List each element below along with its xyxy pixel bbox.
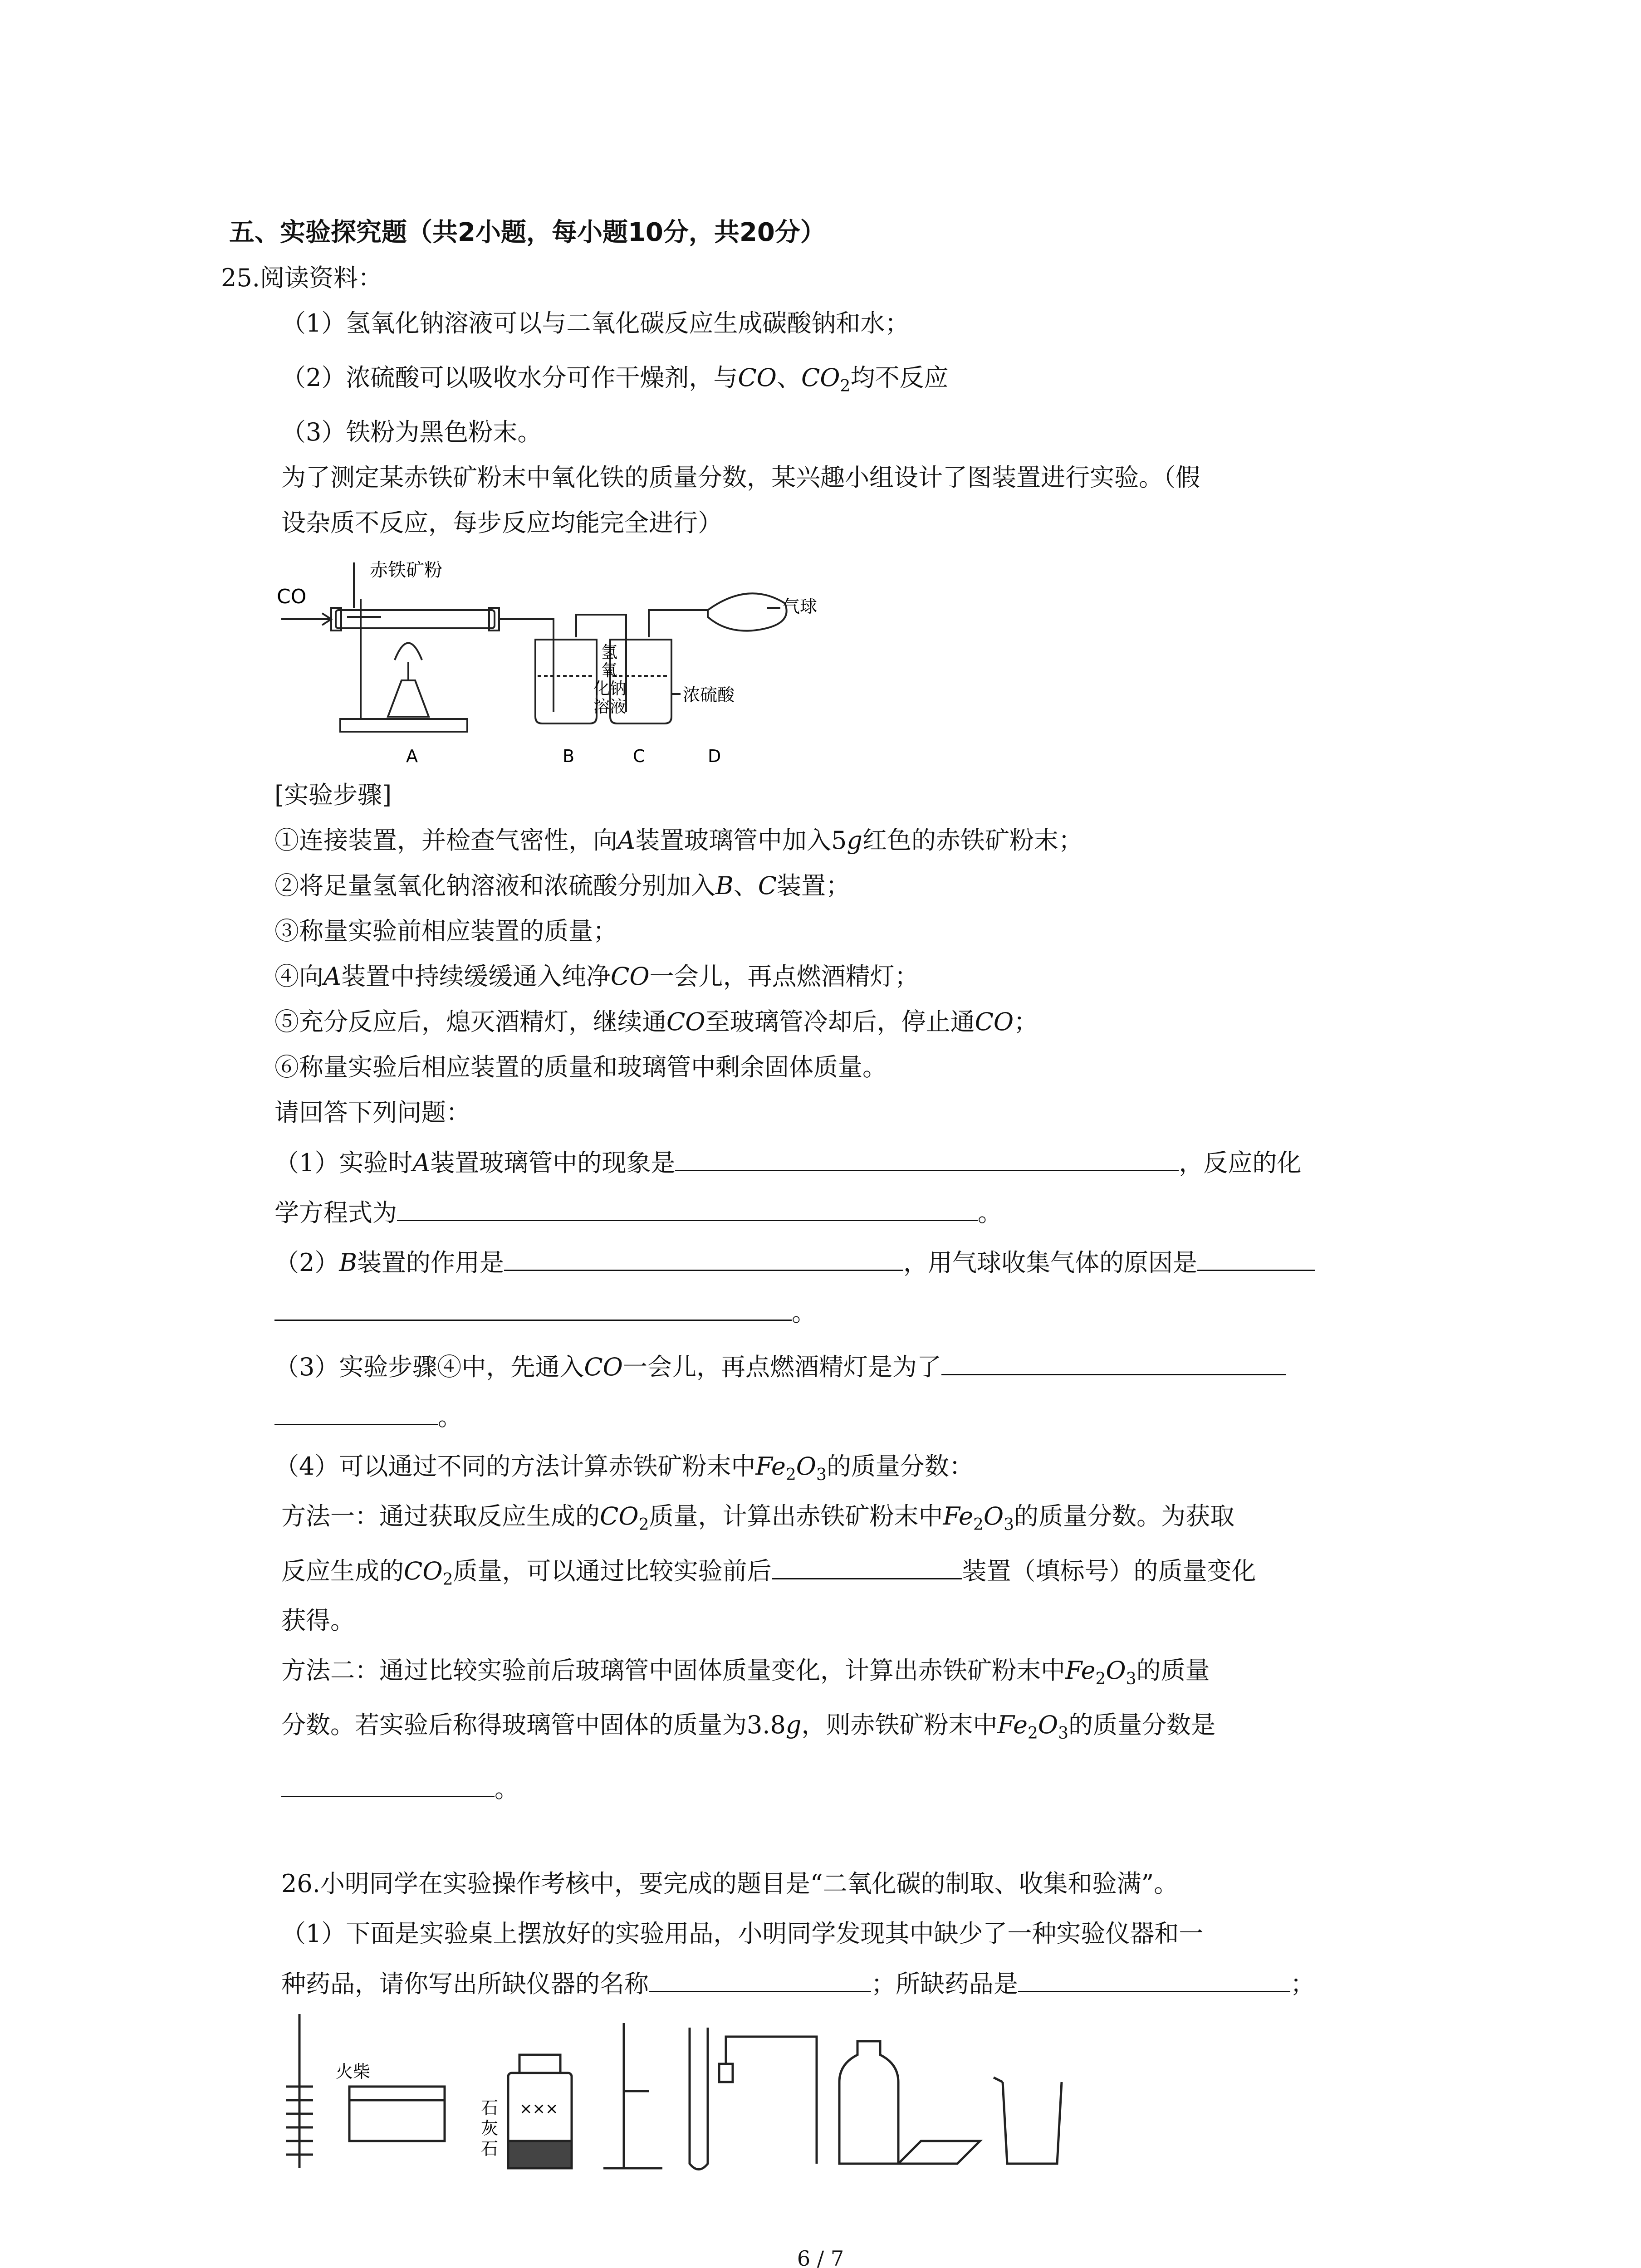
method-1-line-2: 反应生成的$CO_2$质量，可以通过比较实验前后 装置（填标号）的质量变化 bbox=[281, 1553, 1256, 1598]
letter-c: C bbox=[633, 746, 645, 766]
part-1-line-2: 学方程式为 。 bbox=[274, 1194, 1002, 1231]
letter-a: A bbox=[406, 746, 418, 766]
part-2-line-2: 。 bbox=[274, 1294, 816, 1331]
svg-text:氧: 氧 bbox=[601, 661, 618, 680]
letter-b: B bbox=[563, 746, 575, 766]
lab-equipment-figure bbox=[272, 2005, 1134, 2186]
ask-line: 请回答下列问题： bbox=[274, 1098, 470, 1127]
svg-text:溶液: 溶液 bbox=[593, 698, 627, 716]
answer-blank[interactable] bbox=[397, 1194, 978, 1221]
step-2: ②将足量氢氧化钠溶液和浓硫酸分别加入B、C装置； bbox=[274, 871, 851, 900]
answer-blank[interactable] bbox=[772, 1553, 962, 1579]
balloon-label: 气球 bbox=[783, 596, 818, 616]
steps-title: [实验步骤] bbox=[274, 781, 392, 809]
step-4: ④向A装置中持续缓缓通入纯净CO一会儿，再点燃酒精灯； bbox=[274, 962, 919, 991]
part-3-line-1: （3）实验步骤④中，先通入CO一会儿，再点燃酒精灯是为了 bbox=[274, 1349, 1286, 1385]
test-tube bbox=[690, 2028, 708, 2170]
answer-blank[interactable] bbox=[1197, 1244, 1315, 1271]
method-1-line-3: 获得。 bbox=[281, 1606, 355, 1635]
answer-blank[interactable] bbox=[1018, 1965, 1290, 1992]
iron-stand bbox=[603, 2023, 662, 2168]
stand-base bbox=[340, 719, 467, 732]
test-tube-brush bbox=[286, 2014, 313, 2168]
section-title: 五、实验探究题（共2小题，每小题10分，共20分） bbox=[229, 218, 826, 247]
svg-text:氢: 氢 bbox=[601, 643, 618, 662]
alcohol-lamp bbox=[388, 680, 429, 717]
answer-blank[interactable] bbox=[941, 1349, 1286, 1375]
material-1: （1）氢氧化钠溶液可以与二氧化碳反应生成碳酸钠和水； bbox=[281, 309, 910, 337]
material-2: （2）浓硫酸可以吸收水分可作干燥剂，与CO、$CO_2$均不反应 bbox=[281, 363, 949, 396]
method-2-line-3: 。 bbox=[281, 1770, 519, 1807]
flame bbox=[395, 643, 422, 660]
part-2-line-1: （2）B装置的作用是 ，用气球收集气体的原因是 bbox=[274, 1244, 1315, 1281]
step-3: ③称量实验前相应装置的质量； bbox=[274, 917, 617, 945]
part-3-line-2: 。 bbox=[274, 1398, 462, 1435]
question-26-stem: 26.小明同学在实验操作考核中，要完成的题目是“二氧化碳的制取、收集和验满”。 bbox=[281, 1869, 1179, 1898]
powder-label: 赤铁矿粉 bbox=[370, 560, 442, 581]
acid-label: 浓硫酸 bbox=[683, 685, 735, 705]
bottle-mark: ××× bbox=[519, 2100, 558, 2118]
purpose-line-1: 为了测定某赤铁矿粉末中氧化铁的质量分数，某兴趣小组设计了图装置进行实验。（假 bbox=[281, 463, 1200, 492]
bottle-b bbox=[535, 640, 597, 723]
apparatus-figure bbox=[272, 544, 818, 780]
letter-d: D bbox=[708, 746, 721, 766]
answer-blank[interactable] bbox=[281, 1770, 495, 1797]
svg-text:灰: 灰 bbox=[481, 2118, 499, 2138]
svg-text:石: 石 bbox=[481, 2139, 499, 2159]
method-2-line-1: 方法二：通过比较实验前后玻璃管中固体质量变化，计算出赤铁矿粉末中$Fe_2O_3$的质量 bbox=[281, 1656, 1210, 1688]
step-1: ①连接装置，并检查气密性，向A装置玻璃管中加入5g红色的赤铁矿粉末； bbox=[274, 826, 1083, 855]
glass-plate bbox=[898, 2141, 980, 2164]
method-1-line-1: 方法一：通过获取反应生成的$CO_2$质量，计算出赤铁矿粉末中$Fe_2O_3$的质量分数。为获取 bbox=[281, 1502, 1235, 1534]
step-6: ⑥称量实验后相应装置的质量和玻璃管中剩余固体质量。 bbox=[274, 1053, 887, 1081]
stoppered-delivery-tube bbox=[719, 2037, 817, 2164]
method-2-line-2: 分数。若实验后称得玻璃管中固体的质量为3.8g，则赤铁矿粉末中$Fe_2O_3$的质量分数是 bbox=[281, 1711, 1216, 1743]
match-label: 火柴 bbox=[336, 2062, 371, 2082]
matchbox bbox=[349, 2087, 445, 2141]
page-number: 6 / 7 bbox=[797, 2246, 844, 2268]
question-25-intro: 25.阅读资料： bbox=[221, 264, 382, 292]
answer-blank[interactable] bbox=[649, 1965, 871, 1992]
svg-text:化钠: 化钠 bbox=[593, 679, 627, 698]
beaker bbox=[994, 2077, 1062, 2164]
answer-blank[interactable] bbox=[504, 1244, 903, 1271]
co-label: CO bbox=[277, 585, 307, 608]
material-3: （3）铁粉为黑色粉末。 bbox=[281, 418, 542, 446]
question-number: 25. bbox=[221, 264, 260, 292]
balloon bbox=[708, 593, 787, 631]
gas-collection-bottle bbox=[839, 2041, 898, 2164]
glass-tube bbox=[336, 610, 495, 628]
step-5: ⑤充分反应后，熄灭酒精灯，继续通CO至玻璃管冷却后，停止通CO； bbox=[274, 1007, 1038, 1036]
answer-blank[interactable] bbox=[274, 1398, 438, 1425]
answer-blank[interactable] bbox=[675, 1144, 1179, 1171]
purpose-line-2: 设杂质不反应，每步反应均能完全进行） bbox=[281, 508, 722, 537]
part-1-line-1: （1）实验时A装置玻璃管中的现象是 ，反应的化 bbox=[274, 1144, 1301, 1181]
answer-blank[interactable] bbox=[274, 1294, 792, 1321]
q26-part-1-line-2: 种药品，请你写出所缺仪器的名称 ；所缺药品是 ； bbox=[281, 1965, 1315, 2002]
part-4-line-1: （4）可以通过不同的方法计算赤铁矿粉末中$Fe_2O_3$的质量分数： bbox=[274, 1452, 974, 1484]
question-number: 26. bbox=[281, 1869, 320, 1898]
q26-part-1-line-1: （1）下面是实验桌上摆放好的实验用品，小明同学发现其中缺少了一种实验仪器和一 bbox=[281, 1919, 1204, 1948]
svg-text:石: 石 bbox=[481, 2098, 499, 2118]
